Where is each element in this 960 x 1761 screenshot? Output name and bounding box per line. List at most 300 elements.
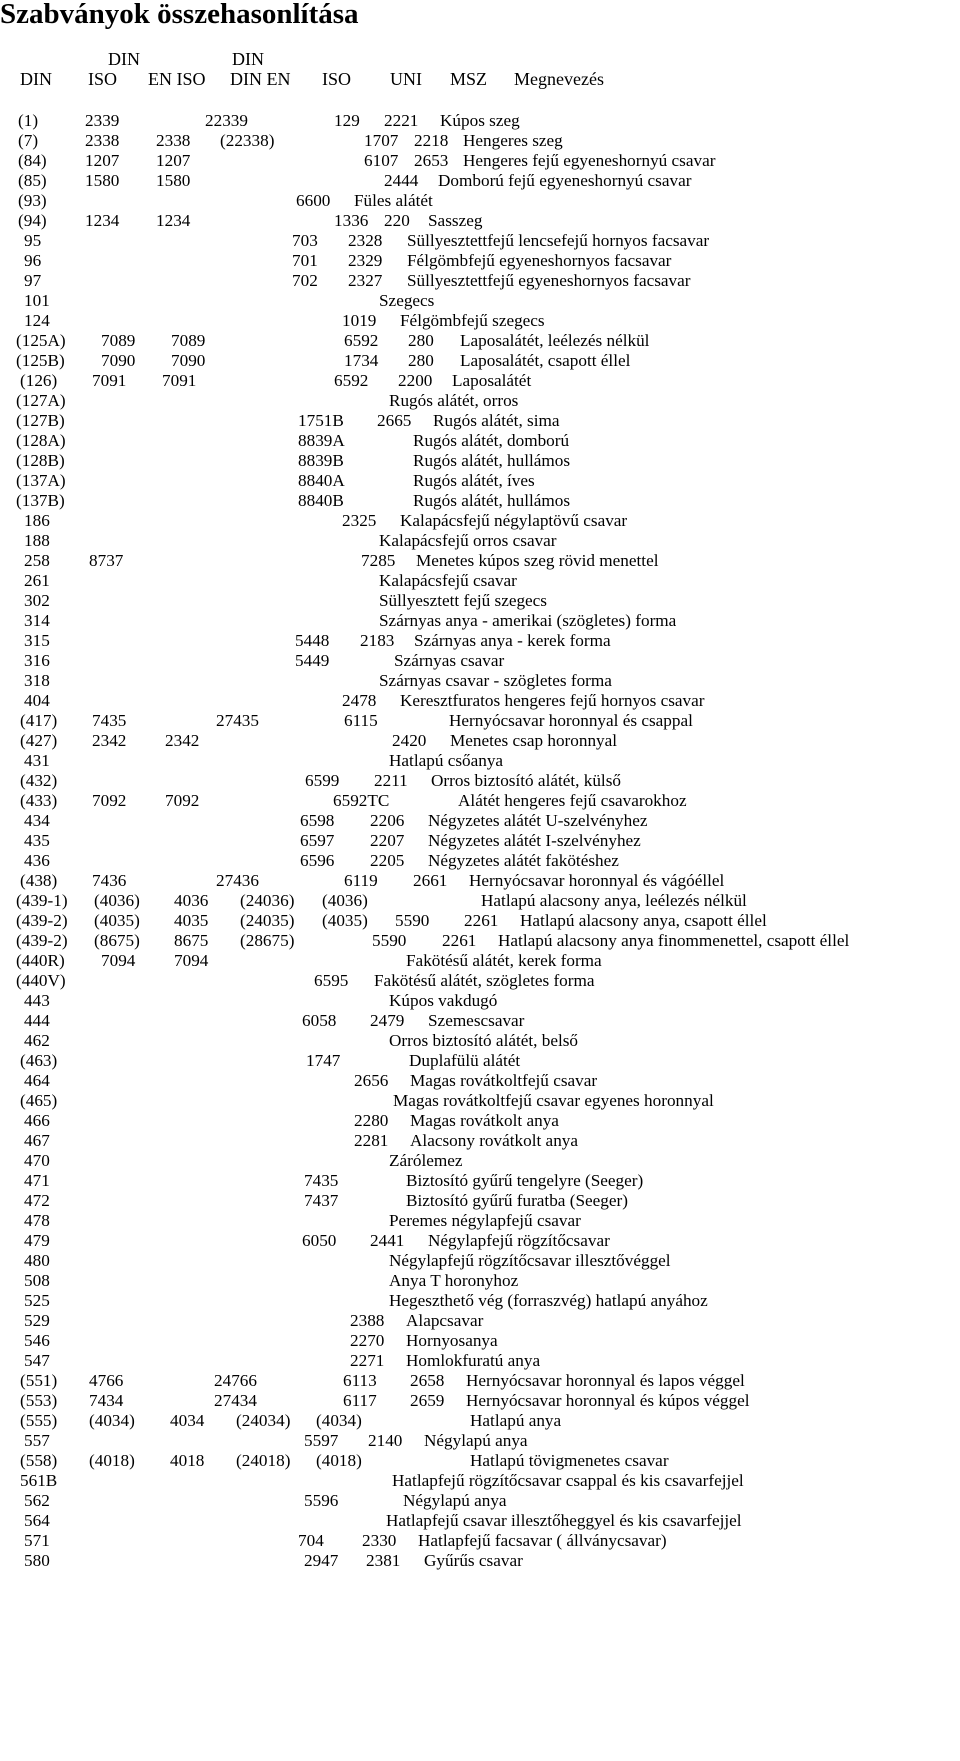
- cell-megnevezes: Kúpos szeg: [440, 111, 520, 130]
- table-row: [0, 1530, 960, 1552]
- cell-code: 2280: [354, 1111, 389, 1130]
- cell-megnevezes: Félgömbfejű szegecs: [400, 311, 545, 330]
- cell-code: (1): [18, 111, 39, 130]
- cell-code: 7091: [162, 371, 197, 390]
- cell-code: (4034): [89, 1411, 135, 1430]
- cell-code: 2207: [370, 831, 405, 850]
- cell-code: 314: [24, 611, 50, 630]
- cell-megnevezes: Négylapfejű rögzítőcsavar: [428, 1231, 610, 1250]
- cell-code: 129: [334, 111, 360, 130]
- cell-megnevezes: Rugós alátét, hullámos: [413, 451, 571, 470]
- table-row: [0, 1010, 960, 1032]
- table-row: [0, 810, 960, 832]
- cell-megnevezes: Hernyócsavar horonnyal és kúpos véggel: [466, 1391, 750, 1410]
- table-row: [0, 1110, 960, 1132]
- cell-code: 2444: [384, 171, 419, 190]
- cell-code: 4766: [89, 1371, 124, 1390]
- table-row: [0, 690, 960, 712]
- cell-code: (551): [20, 1371, 58, 1390]
- cell-code: 24766: [214, 1371, 257, 1390]
- table-row: [0, 570, 960, 592]
- cell-code: 7094: [174, 951, 209, 970]
- cell-code: 6598: [300, 811, 335, 830]
- header-en-iso: EN ISO: [148, 69, 206, 89]
- table-row: [0, 750, 960, 772]
- cell-code: 561B: [20, 1471, 58, 1490]
- cell-code: 7437: [304, 1191, 339, 1210]
- cell-megnevezes: Fakötésű alátét, szögletes forma: [374, 971, 595, 990]
- cell-code: 2479: [370, 1011, 405, 1030]
- table-row: [0, 390, 960, 412]
- cell-code: (4034): [316, 1411, 362, 1430]
- cell-code: 444: [24, 1011, 50, 1030]
- cell-code: 2338: [85, 131, 120, 150]
- cell-code: (465): [20, 1091, 58, 1110]
- cell-code: 404: [24, 691, 50, 710]
- cell-megnevezes: Hatlapú tövigmenetes csavar: [470, 1451, 669, 1470]
- cell-code: 6107: [364, 151, 399, 170]
- cell-megnevezes: Kúpos vakdugó: [389, 991, 498, 1010]
- cell-code: 701: [292, 251, 318, 270]
- cell-code: 6595: [314, 971, 349, 990]
- cell-megnevezes: Süllyesztettfejű egyeneshornyos facsavar: [407, 271, 691, 290]
- cell-code: 316: [24, 651, 50, 670]
- cell-code: 186: [24, 511, 50, 530]
- header-iso: ISO: [88, 69, 118, 89]
- cell-code: 96: [24, 251, 42, 270]
- cell-code: 5590: [372, 931, 407, 950]
- cell-code: 5448: [295, 631, 330, 650]
- cell-code: 2658: [410, 1371, 445, 1390]
- cell-megnevezes: Magas rovátkoltfejű csavar: [410, 1071, 598, 1090]
- table-row: [0, 150, 960, 172]
- cell-code: (4018): [89, 1451, 135, 1470]
- cell-megnevezes: Laposalátét: [452, 371, 532, 390]
- cell-code: 261: [24, 571, 50, 590]
- table-row: [0, 1490, 960, 1512]
- cell-code: 7089: [171, 331, 206, 350]
- cell-code: 4034: [170, 1411, 205, 1430]
- cell-code: 471: [24, 1171, 50, 1190]
- cell-megnevezes: Hatlapú alacsony anya finommenettel, csapott éllel: [498, 931, 850, 950]
- cell-code: 1580: [85, 171, 120, 190]
- cell-code: 2205: [370, 851, 405, 870]
- table-row: [0, 1030, 960, 1052]
- cell-megnevezes: Szárnyas csavar - szögletes forma: [379, 671, 612, 690]
- cell-code: 280: [408, 351, 434, 370]
- cell-code: 27434: [214, 1391, 257, 1410]
- cell-megnevezes: Magas rovátkoltfejű csavar egyenes horonnyal: [393, 1091, 714, 1110]
- cell-code: (440V): [16, 971, 66, 990]
- cell-code: 435: [24, 831, 50, 850]
- table-row: [0, 1070, 960, 1092]
- cell-megnevezes: Hatlapú anya: [470, 1411, 562, 1430]
- cell-code: 443: [24, 991, 50, 1010]
- cell-code: 7091: [92, 371, 127, 390]
- cell-code: 2221: [384, 111, 419, 130]
- cell-code: 2200: [398, 371, 433, 390]
- cell-megnevezes: Szegecs: [379, 291, 435, 310]
- cell-code: 704: [298, 1531, 324, 1550]
- cell-code: 2327: [348, 271, 383, 290]
- cell-code: (439-2): [16, 931, 68, 950]
- cell-code: 2441: [370, 1231, 405, 1250]
- cell-code: 6119: [344, 871, 378, 890]
- cell-code: (137B): [16, 491, 65, 510]
- cell-code: 7434: [89, 1391, 124, 1410]
- header-iso-2: ISO: [322, 69, 352, 89]
- cell-code: (558): [20, 1451, 58, 1470]
- table-row: [0, 1050, 960, 1072]
- cell-code: (128A): [16, 431, 66, 450]
- cell-code: (28675): [240, 931, 295, 950]
- cell-code: 1234: [156, 211, 191, 230]
- cell-megnevezes: Rugós alátét, domború: [413, 431, 570, 450]
- cell-code: 529: [24, 1311, 50, 1330]
- cell-code: 2388: [350, 1311, 385, 1330]
- cell-code: 7436: [92, 871, 127, 890]
- cell-megnevezes: Homlokfuratú anya: [406, 1351, 541, 1370]
- cell-code: (8675): [94, 931, 140, 950]
- cell-code: 1207: [85, 151, 120, 170]
- cell-code: (440R): [16, 951, 65, 970]
- table-row: [0, 1230, 960, 1252]
- cell-megnevezes: Zárólemez: [389, 1151, 463, 1170]
- cell-code: 5449: [295, 651, 330, 670]
- cell-code: 1747: [306, 1051, 341, 1070]
- table-row: [0, 310, 960, 332]
- cell-code: 5597: [304, 1431, 339, 1450]
- cell-megnevezes: Rugós alátét, sima: [433, 411, 560, 430]
- cell-megnevezes: Magas rovátkolt anya: [410, 1111, 559, 1130]
- cell-code: 6592: [344, 331, 379, 350]
- cell-code: 2218: [414, 131, 449, 150]
- cell-code: 4036: [174, 891, 209, 910]
- cell-code: 7092: [92, 791, 127, 810]
- header-megnevezes: Megnevezés: [514, 69, 604, 89]
- cell-code: 6600: [296, 191, 331, 210]
- table-row: [0, 710, 960, 732]
- cell-code: 8737: [89, 551, 124, 570]
- cell-megnevezes: Duplafülü alátét: [409, 1051, 521, 1070]
- cell-megnevezes: Keresztfuratos hengeres fejű hornyos csavar: [400, 691, 705, 710]
- cell-code: 124: [24, 311, 50, 330]
- cell-code: (24035): [240, 911, 295, 930]
- cell-code: (128B): [16, 451, 65, 470]
- cell-code: 220: [384, 211, 410, 230]
- header-din-line1: DIN: [108, 49, 140, 69]
- header-din-line1: DIN: [232, 49, 264, 69]
- table-row: [0, 910, 960, 932]
- cell-code: (438): [20, 871, 58, 890]
- cell-code: 5590: [395, 911, 430, 930]
- cell-megnevezes: Szárnyas csavar: [394, 651, 505, 670]
- table-row: [0, 270, 960, 292]
- table-row: [0, 290, 960, 312]
- cell-code: 8839B: [298, 451, 344, 470]
- cell-megnevezes: Szemescsavar: [428, 1011, 525, 1030]
- cell-megnevezes: Hatlapú alacsony anya, leélezés nélkül: [481, 891, 747, 910]
- table-row: [0, 1450, 960, 1472]
- cell-code: (24036): [240, 891, 295, 910]
- header-uni: UNI: [390, 69, 422, 89]
- cell-code: (439-1): [16, 891, 68, 910]
- cell-megnevezes: Kalapácsfejű orros csavar: [379, 531, 557, 550]
- cell-code: (4035): [322, 911, 368, 930]
- table-row: [0, 1290, 960, 1312]
- table-row: [0, 790, 960, 812]
- table-row: [0, 350, 960, 372]
- cell-code: 6596: [300, 851, 335, 870]
- cell-code: 2478: [342, 691, 377, 710]
- cell-code: 5596: [304, 1491, 339, 1510]
- cell-megnevezes: Peremes négylapfejű csavar: [389, 1211, 581, 1230]
- cell-code: 27436: [216, 871, 259, 890]
- cell-code: 2342: [165, 731, 200, 750]
- cell-code: 464: [24, 1071, 50, 1090]
- cell-code: 478: [24, 1211, 50, 1230]
- cell-code: 479: [24, 1231, 50, 1250]
- cell-code: 6050: [302, 1231, 337, 1250]
- cell-code: (4035): [94, 911, 140, 930]
- table-row: [0, 230, 960, 252]
- cell-code: 1580: [156, 171, 191, 190]
- cell-code: 2665: [377, 411, 412, 430]
- cell-code: (432): [20, 771, 58, 790]
- cell-code: 258: [24, 551, 50, 570]
- cell-code: (22338): [220, 131, 275, 150]
- cell-code: (7): [18, 131, 39, 150]
- cell-code: (555): [20, 1411, 58, 1430]
- table-row: [0, 970, 960, 992]
- cell-code: 8839A: [298, 431, 345, 450]
- table-row: [0, 1410, 960, 1432]
- cell-code: (24018): [236, 1451, 291, 1470]
- cell-code: 7089: [101, 331, 136, 350]
- table-row: [0, 1170, 960, 1192]
- cell-code: (85): [18, 171, 47, 190]
- table-row: [0, 870, 960, 892]
- cell-megnevezes: Laposalátét, leélezés nélkül: [460, 331, 650, 350]
- cell-code: (127A): [16, 391, 66, 410]
- table-row: [0, 210, 960, 232]
- cell-code: 2420: [392, 731, 427, 750]
- cell-code: 7090: [171, 351, 206, 370]
- table-row: [0, 990, 960, 1012]
- cell-megnevezes: Hatlapú csőanya: [389, 751, 504, 770]
- cell-code: 564: [24, 1511, 50, 1530]
- cell-code: 466: [24, 1111, 50, 1130]
- cell-code: 2325: [342, 511, 377, 530]
- cell-code: (24034): [236, 1411, 291, 1430]
- cell-megnevezes: Gyűrűs csavar: [424, 1551, 523, 1570]
- cell-megnevezes: Kalapácsfejű négylaptövű csavar: [400, 511, 628, 530]
- table-row: [0, 1250, 960, 1272]
- cell-code: (125A): [16, 331, 66, 350]
- cell-megnevezes: Biztosító gyűrű furatba (Seeger): [406, 1191, 628, 1210]
- table-row: [0, 1430, 960, 1452]
- table-row: [0, 450, 960, 472]
- cell-code: 1336: [334, 211, 369, 230]
- cell-megnevezes: Hernyócsavar horonnyal és csappal: [449, 711, 693, 730]
- table-row: [0, 890, 960, 912]
- table-row: [0, 1370, 960, 1392]
- cell-megnevezes: Süllyesztett fejű szegecs: [379, 591, 547, 610]
- cell-megnevezes: Hegeszthető vég (forraszvég) hatlapú anyához: [389, 1291, 708, 1310]
- cell-code: 7092: [165, 791, 200, 810]
- cell-code: 2339: [85, 111, 120, 130]
- cell-code: 6592TC: [333, 791, 390, 810]
- cell-megnevezes: Négylapú anya: [424, 1431, 528, 1450]
- page-title: Szabványok összehasonlítása: [0, 0, 359, 30]
- cell-code: (84): [18, 151, 47, 170]
- table-row: [0, 470, 960, 492]
- cell-megnevezes: Biztosító gyűrű tengelyre (Seeger): [406, 1171, 644, 1190]
- table-row: [0, 950, 960, 972]
- cell-megnevezes: Szárnyas anya - amerikai (szögletes) forma: [379, 611, 677, 630]
- cell-megnevezes: Hatlapú alacsony anya, csapott éllel: [520, 911, 767, 930]
- cell-megnevezes: Négyzetes alátét fakötéshez: [428, 851, 619, 870]
- cell-code: 2330: [362, 1531, 397, 1550]
- table-row: [0, 630, 960, 652]
- cell-code: 2261: [442, 931, 477, 950]
- cell-code: 462: [24, 1031, 50, 1050]
- cell-code: (137A): [16, 471, 66, 490]
- table-row: [0, 250, 960, 272]
- cell-megnevezes: Hengeres szeg: [463, 131, 563, 150]
- table-row: [0, 1510, 960, 1532]
- cell-code: (417): [20, 711, 58, 730]
- cell-code: 6113: [343, 1371, 377, 1390]
- cell-code: 472: [24, 1191, 50, 1210]
- table-row: [0, 730, 960, 752]
- cell-code: 2140: [368, 1431, 403, 1450]
- cell-code: 6115: [344, 711, 378, 730]
- cell-megnevezes: Hornyosanya: [406, 1331, 498, 1350]
- cell-code: 2261: [464, 911, 499, 930]
- cell-code: 1751B: [298, 411, 344, 430]
- cell-code: 95: [24, 231, 42, 250]
- cell-code: 4018: [170, 1451, 205, 1470]
- cell-code: 2338: [156, 131, 191, 150]
- cell-megnevezes: Négyzetes alátét I-szelvényhez: [428, 831, 641, 850]
- table-row: [0, 330, 960, 352]
- cell-code: (433): [20, 791, 58, 810]
- cell-code: 302: [24, 591, 50, 610]
- cell-code: 318: [24, 671, 50, 690]
- cell-code: 2281: [354, 1131, 389, 1150]
- cell-megnevezes: Orros biztosító alátét, belső: [389, 1031, 579, 1050]
- table-row: [0, 650, 960, 672]
- table-row: [0, 170, 960, 192]
- table-row: [0, 1310, 960, 1332]
- cell-megnevezes: Hernyócsavar horonnyal és lapos véggel: [466, 1371, 745, 1390]
- cell-code: (125B): [16, 351, 65, 370]
- cell-code: 2653: [414, 151, 449, 170]
- cell-code: 2656: [354, 1071, 389, 1090]
- cell-code: 101: [24, 291, 50, 310]
- cell-code: (126): [20, 371, 58, 390]
- cell-code: (4018): [316, 1451, 362, 1470]
- table-row: [0, 530, 960, 552]
- cell-megnevezes: Négylapfejű rögzítőcsavar illesztővéggel: [389, 1251, 671, 1270]
- cell-code: 188: [24, 531, 50, 550]
- cell-code: 6597: [300, 831, 335, 850]
- table-row: [0, 670, 960, 692]
- table-row: [0, 370, 960, 392]
- header-msz: MSZ: [450, 69, 488, 89]
- cell-code: (553): [20, 1391, 58, 1410]
- cell-megnevezes: Hengeres fejű egyeneshornyú csavar: [463, 151, 716, 170]
- cell-code: 7435: [304, 1171, 339, 1190]
- table-row: [0, 1150, 960, 1172]
- cell-code: 2329: [348, 251, 383, 270]
- cell-megnevezes: Laposalátét, csapott éllel: [460, 351, 631, 370]
- cell-megnevezes: Szárnyas anya - kerek forma: [414, 631, 611, 650]
- cell-code: 280: [408, 331, 434, 350]
- cell-code: 2381: [366, 1551, 401, 1570]
- cell-code: 470: [24, 1151, 50, 1170]
- cell-code: 2659: [410, 1391, 445, 1410]
- cell-code: 702: [292, 271, 318, 290]
- cell-code: 562: [24, 1491, 50, 1510]
- cell-code: 7285: [361, 551, 396, 570]
- cell-code: 2211: [374, 771, 408, 790]
- cell-code: 8840A: [298, 471, 345, 490]
- cell-code: (93): [18, 191, 47, 210]
- cell-code: (94): [18, 211, 47, 230]
- table-row: [0, 1470, 960, 1492]
- cell-megnevezes: Rugós alátét, orros: [389, 391, 519, 410]
- cell-megnevezes: Anya T horonyhoz: [389, 1271, 519, 1290]
- cell-code: 2270: [350, 1331, 385, 1350]
- cell-code: 547: [24, 1351, 50, 1370]
- cell-megnevezes: Hatlapfejű rögzítőcsavar csappal és kis csavarfejjel: [392, 1471, 744, 1490]
- cell-code: 22339: [205, 111, 248, 130]
- cell-code: 6058: [302, 1011, 337, 1030]
- cell-megnevezes: Alacsony rovátkolt anya: [410, 1131, 579, 1150]
- table-row: [0, 770, 960, 792]
- cell-code: (4036): [94, 891, 140, 910]
- cell-megnevezes: Alapcsavar: [406, 1311, 484, 1330]
- table-row: [0, 130, 960, 152]
- cell-code: 1019: [342, 311, 377, 330]
- table-row: [0, 1270, 960, 1292]
- table-row: [0, 490, 960, 512]
- cell-code: 1707: [364, 131, 399, 150]
- cell-code: (463): [20, 1051, 58, 1070]
- cell-megnevezes: Négyzetes alátét U-szelvényhez: [428, 811, 648, 830]
- cell-megnevezes: Félgömbfejű egyeneshornyos facsavar: [407, 251, 672, 270]
- cell-code: (439-2): [16, 911, 68, 930]
- header-din-en: DIN EN: [230, 69, 291, 89]
- table-row: [0, 1210, 960, 1232]
- table-row: [0, 1090, 960, 1112]
- cell-megnevezes: Négylapú anya: [403, 1491, 507, 1510]
- table-row: [0, 110, 960, 132]
- table-row: [0, 1350, 960, 1372]
- cell-code: (4036): [322, 891, 368, 910]
- cell-code: 434: [24, 811, 50, 830]
- table-row: [0, 1330, 960, 1352]
- cell-code: 6599: [305, 771, 340, 790]
- cell-code: 1234: [85, 211, 120, 230]
- cell-code: 1734: [344, 351, 379, 370]
- cell-code: 8840B: [298, 491, 344, 510]
- cell-code: (427): [20, 731, 58, 750]
- table-row: [0, 1550, 960, 1572]
- cell-code: 2183: [360, 631, 395, 650]
